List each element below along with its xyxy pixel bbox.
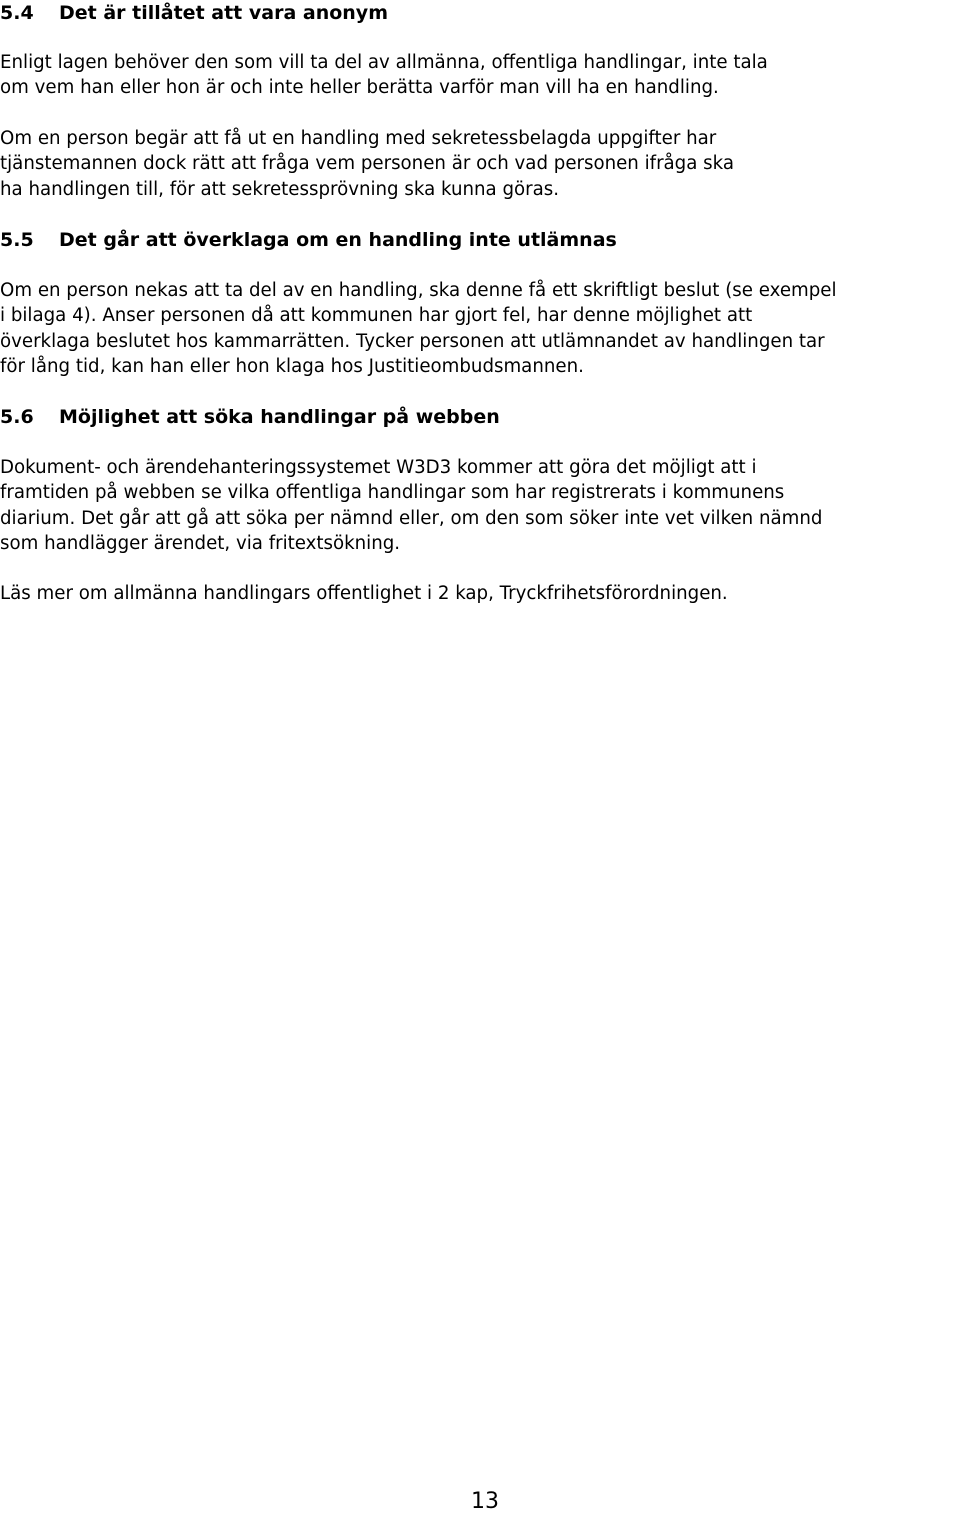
text-line: Enligt lagen behöver den som vill ta del av allmänna, offentliga handlingar, inte tala — [0, 52, 768, 73]
paragraph — [0, 278, 960, 379]
page-number: 13 — [471, 1489, 499, 1514]
section-heading — [0, 0, 960, 26]
section-title: Möjlighet att söka handlingar på webben — [59, 406, 500, 428]
section-5-6 — [0, 404, 960, 430]
section-heading — [0, 227, 960, 253]
text-line: som handlägger ärendet, via fritextsökning. — [0, 532, 401, 554]
paragraph — [0, 126, 960, 202]
section-title: Det går att överklaga om en handling inte utlämnas — [59, 229, 617, 251]
section-5-4 — [0, 0, 960, 26]
text-line: ha handlingen till, för att sekretessprövning ska kunna göras. — [0, 178, 560, 200]
text-line: överklaga beslutet hos kammarrätten. Tycker personen att utlämnandet av handlingen tar — [0, 330, 825, 352]
text-line: Om en person nekas att ta del av en handling, ska denne få ett skriftligt beslut (se exempel — [0, 280, 837, 301]
text-line: Om en person begär att få ut en handling med sekretessbelagda uppgifter har — [0, 128, 717, 149]
section-title: Det är tillåtet att vara anonym — [59, 2, 388, 24]
paragraph — [0, 581, 960, 606]
section-5-5 — [0, 227, 960, 253]
text-line: tjänstemannen dock rätt att fråga vem personen är och vad personen ifråga ska — [0, 153, 734, 175]
text-line: diarium. Det går att gå att söka per nämnd eller, om den som söker inte vet vilken nämnd — [0, 507, 823, 529]
section-number: 5.5 — [0, 229, 34, 251]
section-number: 5.4 — [0, 2, 34, 24]
text-line: i bilaga 4). Anser personen då att kommunen har gjort fel, har denne möjlighet att — [0, 305, 753, 327]
text-line: om vem han eller hon är och inte heller berätta varför man vill ha en handling. — [0, 77, 719, 99]
section-heading — [0, 404, 960, 430]
text-line: Dokument- och ärendehanteringssystemet W3D3 kommer att göra det möjligt att i — [0, 457, 757, 478]
section-number: 5.6 — [0, 406, 34, 428]
text-line: för lång tid, kan han eller hon klaga hos Justitieombudsmannen. — [0, 355, 584, 377]
paragraph — [0, 50, 960, 101]
text-line: framtiden på webben se vilka offentliga handlingar som har registrerats i kommunens — [0, 482, 785, 504]
paragraph — [0, 455, 960, 556]
text-line: Läs mer om allmänna handlingars offentlighet i 2 kap, Tryckfrihetsförordningen. — [0, 583, 728, 604]
